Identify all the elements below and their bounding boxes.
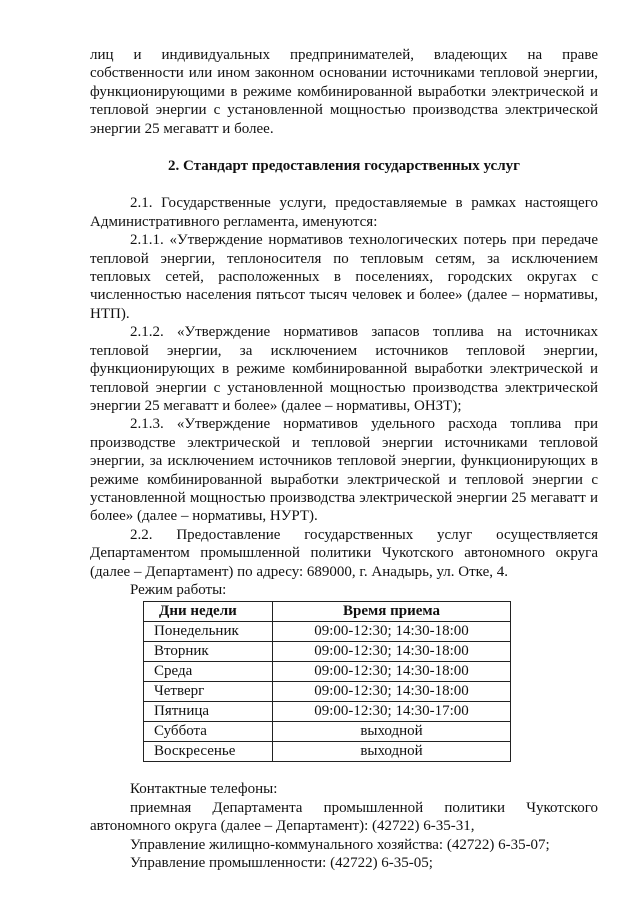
table-row [144,682,511,702]
work-mode-label: Режим работы: [130,581,227,598]
contact-industry: Управление промышленности: (42722) 6-35-05; [130,855,433,871]
time-cell: выходной [273,722,511,742]
time-cell: 09:00-12:30; 14:30-18:00 [273,682,511,702]
paragraph-2-1-2: 2.1.2. «Утверждение нормативов запасов топлива на источниках тепловой энергии, за исключением источников тепловой энергии, функционирующих в режиме комбинированной выработки электрической и тепловой энергии с установленной мощностью производства электрической энергии 25 мегаватт и более» (далее – нормативы, ОНЗТ); [90,324,598,414]
contact-reception: приемная Департамента промышленной политики Чукотского автономного округа (далее – Департамент): (42722) 6-35-31, [90,799,598,835]
day-cell: Среда [144,662,273,682]
schedule-header-row [144,602,511,622]
table-row [144,622,511,642]
document-page [90,46,598,872]
contacts-label: Контактные телефоны: [130,781,278,798]
paragraph-2-1-3: 2.1.3. «Утверждение нормативов удельного расхода топлива при производстве электрической и тепловой энергии источниками тепловой энергии, за исключением источников тепловой энергии, функционирующих в режиме комбинированной выработки электрической и тепловой энергии с установленной мощностью производства электрической энергии 25 мегаватт и более» (далее – нормативы, НУРТ). [90,416,598,525]
day-cell: Суббота [144,722,273,742]
time-cell: 09:00-12:30; 14:30-17:00 [273,702,511,722]
contact-housing: Управление жилищно-коммунального хозяйства: (42722) 6-35-07; [130,836,550,853]
section-heading: 2. Стандарт предоставления государственных услуг [168,158,520,175]
day-cell: Пятница [144,702,273,722]
day-cell: Понедельник [144,622,273,642]
paragraph-2-1: 2.1. Государственные услуги, предоставляемые в рамках настоящего Административного регламента, именуются: [90,195,598,230]
day-cell: Воскресенье [144,742,273,762]
table-row [144,722,511,742]
day-cell: Четверг [144,682,273,702]
schedule-table [143,601,511,762]
column-header-time: Время приема [273,602,511,622]
intro-paragraph: лиц и индивидуальных предпринимателей, владеющих на праве собственности или ином законном основании источниками тепловой энергии, функционирующими в режиме комбинированной выработки электрической и тепловой энергии с установленной мощностью производства электрической энергии 25 мегаватт и более. [90,47,598,137]
table-row [144,642,511,662]
time-cell: выходной [273,742,511,762]
paragraph-2-2: 2.2. Предоставление государственных услуг осуществляется Департаментом промышленной политики Чукотского автономного округа (далее – Департамент) по адресу: 689000, г. Анадырь, ул. Отке, 4. [90,526,598,580]
column-header-days: Дни недели [144,602,273,622]
table-row [144,742,511,762]
time-cell: 09:00-12:30; 14:30-18:00 [273,642,511,662]
day-cell: Вторник [144,642,273,662]
table-row [144,662,511,682]
paragraph-2-1-1: 2.1.1. «Утверждение нормативов технологических потерь при передаче тепловой энергии, теплоносителя по тепловым сетям, за исключением тепловых сетей, расположенных в поселениях, городских округах с численностью населения пятьсот тысяч человек и более» (далее – нормативы, НТП). [90,232,598,322]
time-cell: 09:00-12:30; 14:30-18:00 [273,662,511,682]
time-cell: 09:00-12:30; 14:30-18:00 [273,622,511,642]
table-row [144,702,511,722]
